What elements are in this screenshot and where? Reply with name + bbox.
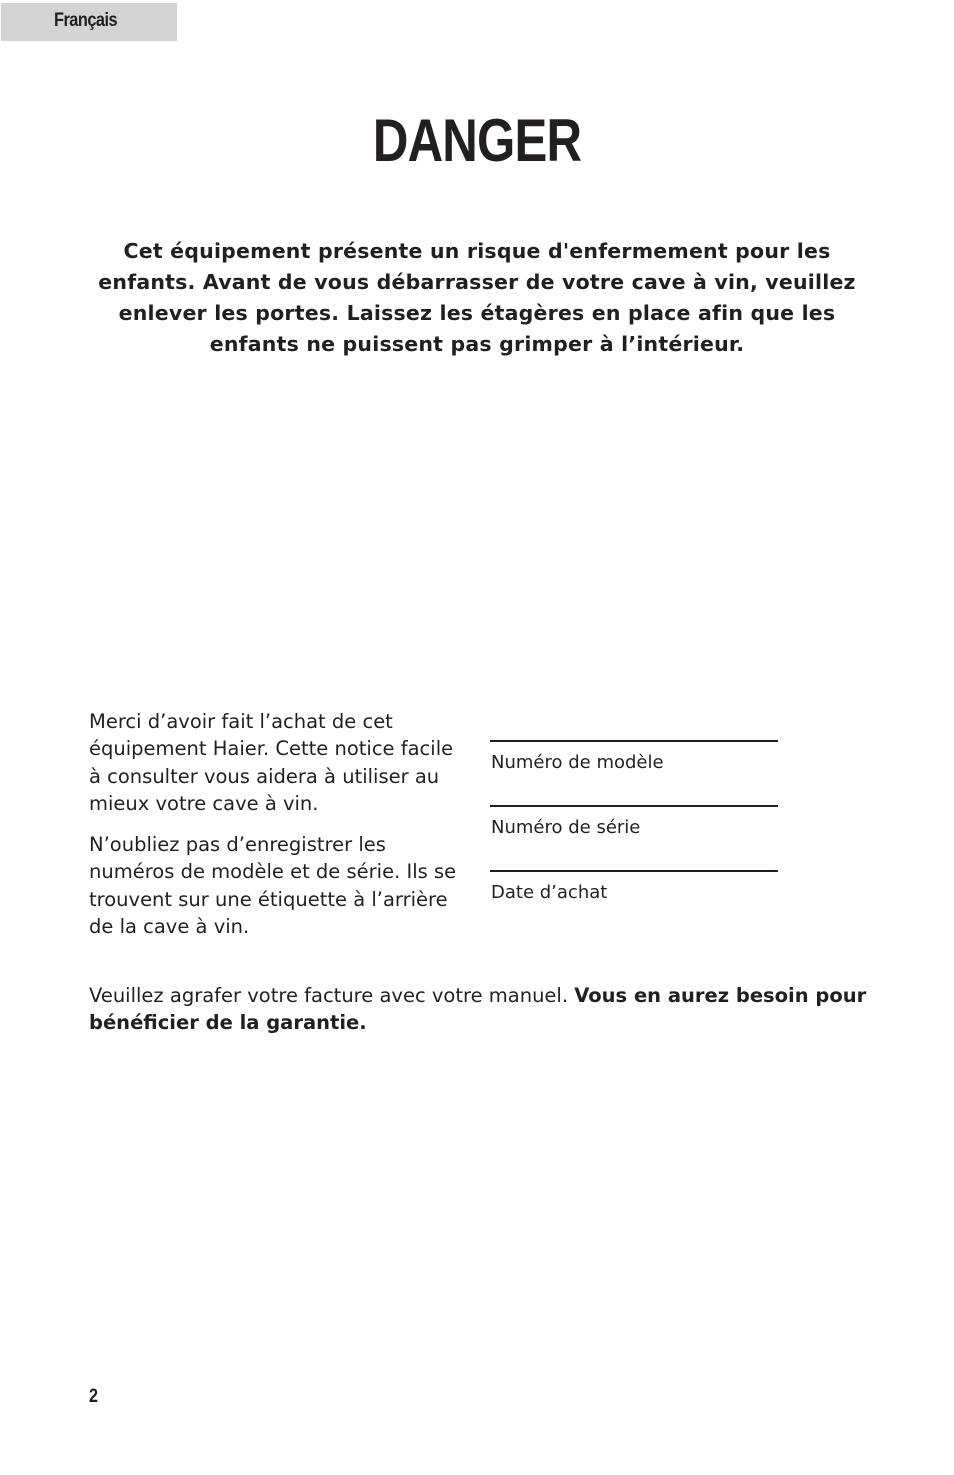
danger-warning-text: Cet équipement présente un risque d'enfermement pour les enfants. Avant de vous débarrasser de votre cave à vin, veuillez enlever les portes. Laissez les étagères en place afin que les enfants ne puissent pas grimper à l’intérieur. <box>98 239 856 356</box>
purchase-date-label: Date d’achat <box>491 882 608 903</box>
model-number-field <box>490 740 778 805</box>
language-tab <box>1 3 177 41</box>
purchase-date-field <box>490 870 778 935</box>
page-title <box>0 106 954 176</box>
intro-paragraph-2: N’oubliez pas d’enregistrer les numéros de modèle et de série. Ils se trouvent sur une étiquette à l’arrière de la cave à vin. <box>89 833 457 939</box>
receipt-note <box>89 982 879 1037</box>
page-title-text: DANGER <box>372 107 582 174</box>
model-number-label: Numéro de modèle <box>491 752 664 773</box>
intro-paragraph-1: Merci d’avoir fait l’achat de cet équipement Haier. Cette notice facile à consulter vous aidera à utiliser au mieux votre cave à vin. <box>89 710 454 815</box>
receipt-note-bold: Vous en aurez besoin pour bénéficier de la garantie. <box>89 984 867 1035</box>
page-number: 2 <box>89 1386 98 1407</box>
record-fields <box>490 740 778 935</box>
language-tab-label: Français <box>54 10 118 31</box>
intro-section <box>89 708 461 940</box>
serial-number-label: Numéro de série <box>491 817 641 838</box>
receipt-note-regular: Veuillez agrafer votre facture avec votre manuel. <box>89 984 575 1007</box>
serial-number-field <box>490 805 778 870</box>
